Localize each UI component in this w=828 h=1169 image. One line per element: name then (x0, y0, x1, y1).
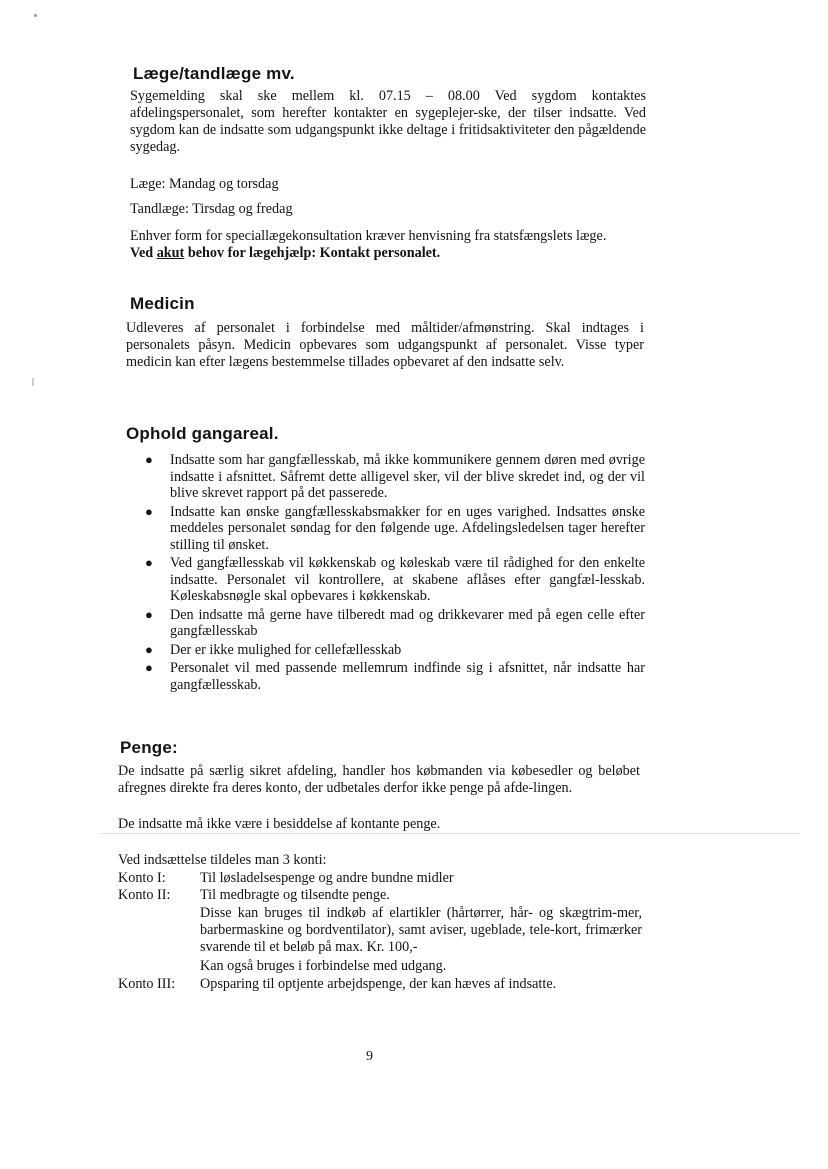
urgent-suffix: behov for lægehjælp: Kontakt personalet. (184, 245, 441, 261)
account-text: Til medbragte og tilsendte penge. (200, 887, 390, 903)
bullet-icon: ● (145, 641, 153, 657)
bullet-icon: ● (145, 606, 153, 622)
list-item-text: Ved gangfællesskab vil køkkenskab og køleskab være til rådighed for den enkelte indsatte. Personalet vil kontrollere, at skabene aflåses efter gangfæl-lesskab. Køleskabsnøgle skal opbevares i køkkenskab. (170, 555, 645, 604)
referral-note: Enhver form for speciallægekonsultation kræver henvisning fra statsfængslets læge. (130, 228, 607, 244)
list-item (145, 555, 645, 605)
list-item (145, 452, 645, 502)
doctor-paragraph: Sygemelding skal ske mellem kl. 07.15 – 08.00 Ved sygdom kontaktes afdelingspersonalet, som herefter kontakter en sygeplejer-ske, der tilser indsatte. Ved sygdom kan de indsatte som udgangspunkt ikke deltage i fritidsaktiviteter den pågældende sygedag. (130, 88, 646, 155)
scan-speck (32, 378, 34, 386)
urgent-notice (130, 245, 440, 262)
list-item (145, 660, 645, 693)
account-text: Kan også bruges i forbindelse med udgang. (200, 958, 447, 974)
cash-note: De indsatte må ikke være i besiddelse af kontante penge. (118, 816, 441, 832)
list-item-text: Den indsatte må gerne have tilberedt mad og drikkevarer med på egen celle efter gangfællesskab (170, 606, 645, 639)
bullet-icon: ● (145, 503, 153, 519)
account-text: Disse kan bruges til indkøb af elartikler (hårtørrer, hår- og skægtrim-mer, barbermaskine og bordventilator), samt aviser, ugeblade, tele-kort, frimærker svarende til et beløb på max. Kr. 100,- (200, 905, 642, 955)
section-heading-corridor: Ophold gangareal. (126, 424, 279, 443)
scan-speck (34, 14, 37, 17)
divider (100, 833, 800, 834)
list-item (145, 642, 645, 659)
urgent-word: akut (156, 245, 185, 261)
page-number: 9 (366, 1049, 373, 1064)
corridor-rules-list (145, 452, 645, 695)
section-heading-money: Penge: (120, 738, 178, 757)
medicine-paragraph: Udleveres af personalet i forbindelse med måltider/afmønstring. Skal indtages i personalets påsyn. Medicin opbevares som udgangspunkt af personalet. Visse typer medicin kan efter lægens bestemmelse tillades opbevaret af den indsatte selv. (126, 320, 644, 370)
section-heading-doctor: Læge/tandlæge mv. (133, 64, 295, 83)
urgent-prefix: Ved (130, 245, 157, 261)
list-item (145, 607, 645, 640)
section-heading-medicine: Medicin (130, 294, 195, 313)
list-item-text: Indsatte som har gangfællesskab, må ikke kommunikere gennem døren med øvrige indsatte i afsnittet. Såfremt dette alligevel sker, vil der blive skredet ind, og der vil blive skrevet rapport på det passerede. (170, 452, 645, 501)
account-label: Konto II: (118, 887, 171, 903)
list-item-text: Personalet vil med passende mellemrum indfinde sig i afsnittet, når indsatte har gangfællesskab. (170, 660, 645, 693)
bullet-icon: ● (145, 555, 153, 570)
account-label: Konto III: (118, 976, 176, 992)
list-item-text: Indsatte kan ønske gangfællesskabsmakker for en uges varighed. Indsattes ønske meddeles personalet søndag for den følgende uge. Afdelingsledelsen tager herefter stilling til ønsket. (170, 503, 645, 553)
bullet-icon: ● (145, 660, 153, 675)
bullet-icon: ● (145, 452, 153, 467)
list-item (145, 504, 645, 554)
accounts-intro: Ved indsættelse tildeles man 3 konti: (118, 852, 327, 868)
doctor-days: Læge: Mandag og torsdag (130, 176, 279, 192)
list-item-text: Der er ikke mulighed for cellefællesskab (170, 641, 402, 658)
money-paragraph: De indsatte på særlig sikret afdeling, handler hos købmanden via købesedler og beløbet afregnes direkte fra deres konto, der udbetales derfor ikke penge på afde-lingen. (118, 763, 640, 796)
account-label: Konto I: (118, 870, 166, 886)
dentist-days: Tandlæge: Tirsdag og fredag (130, 201, 293, 217)
account-text: Til løsladelsespenge og andre bundne midler (200, 870, 454, 886)
account-text: Opsparing til optjente arbejdspenge, der kan hæves af indsatte. (200, 976, 557, 992)
